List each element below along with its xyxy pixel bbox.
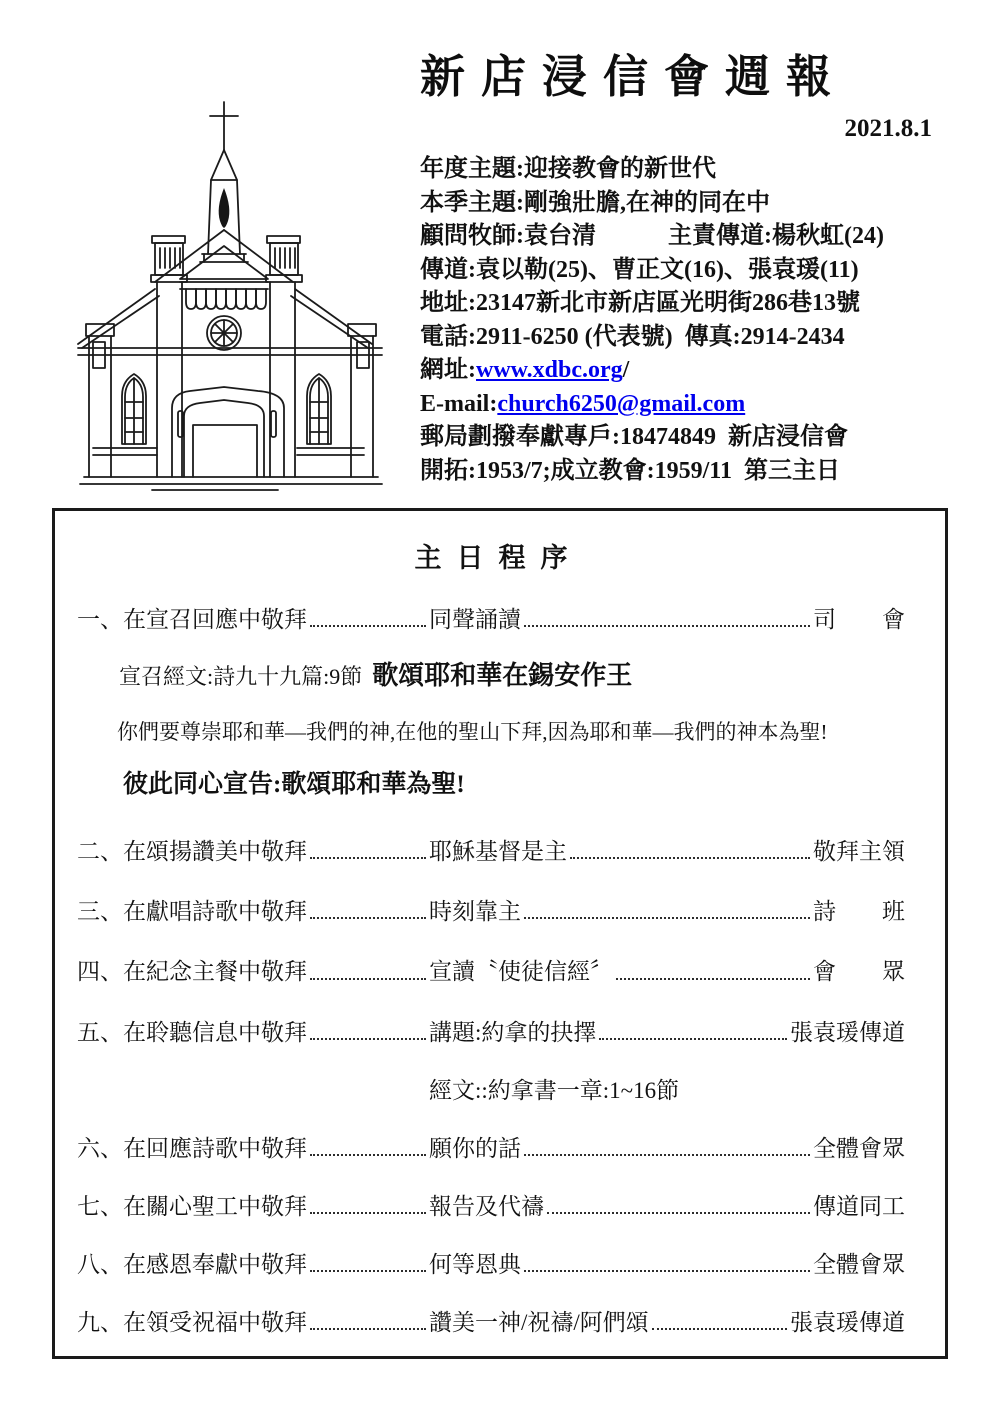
postal-account-line: 郵局劃撥奉獻專戶:18474849 新店浸信會 xyxy=(420,424,848,450)
ministers-line: 傳道:袁以勒(25)、曹正文(16)、張袁瑗(11) xyxy=(420,256,859,283)
base xyxy=(80,477,382,490)
program-row-item: 時刻靠主 xyxy=(429,899,521,925)
rose-window xyxy=(207,316,241,350)
address-line: 地址:23147新北市新店區光明街286巷13號 xyxy=(420,290,860,316)
season-theme: 本季主題:剛強壯膽,在神的同在中 xyxy=(420,189,770,216)
program-row-item: 同聲誦讀 xyxy=(429,607,521,633)
phone-line: 電話:2911-6250 (代表號) 傳真:2914-2434 xyxy=(420,323,845,350)
call-scripture xyxy=(119,662,905,691)
program-row-item: 願你的話 xyxy=(429,1135,521,1161)
call-scripture-title: 歌頌耶和華在錫安作王 xyxy=(372,661,633,691)
dotted-leader xyxy=(524,625,810,627)
website-suffix: / xyxy=(622,357,630,383)
dotted-leader xyxy=(310,917,426,919)
email-link[interactable]: church6250@gmail.com xyxy=(497,390,746,417)
dotted-leader xyxy=(524,1154,810,1156)
dotted-leader xyxy=(524,1270,810,1272)
dotted-leader xyxy=(616,978,810,980)
program-row-label: 四、在紀念主餐中敬拜 xyxy=(77,959,307,985)
program-row-label: 一、在宣召回應中敬拜 xyxy=(77,607,307,633)
proclamation: 彼此同心宣告:歌頌耶和華為聖! xyxy=(123,770,465,798)
program-row-5 xyxy=(77,1021,905,1045)
website-line xyxy=(420,354,968,388)
program-row-8 xyxy=(77,1253,905,1277)
program-row-item: 講題:約拿的抉擇 xyxy=(429,1019,597,1045)
program-row-1 xyxy=(77,608,905,632)
dotted-leader xyxy=(310,1270,426,1272)
program-row-label: 七、在關心聖工中敬拜 xyxy=(77,1194,307,1220)
program-row-label: 五、在聆聽信息中敬拜 xyxy=(77,1019,307,1045)
dotted-leader xyxy=(310,1038,426,1040)
program-row-leader: 詩 班 xyxy=(813,899,905,925)
cross-icon xyxy=(210,102,238,150)
program-row-label: 三、在獻唱詩歌中敬拜 xyxy=(77,899,307,925)
program-row-leader: 全體會眾 xyxy=(813,1135,905,1161)
right-gothic-window xyxy=(307,374,331,444)
right-pilaster xyxy=(348,324,376,477)
dotted-leader xyxy=(570,857,810,859)
program-row-2 xyxy=(77,840,905,864)
email-line xyxy=(420,388,968,422)
dotted-leader xyxy=(310,1328,426,1330)
program-row-leader: 張袁瑗傳道 xyxy=(790,1310,905,1336)
program-row-item: 讚美一神/祝禱/阿們頌 xyxy=(429,1310,649,1336)
program-row-leader: 張袁瑗傳道 xyxy=(790,1019,905,1045)
program-row-3 xyxy=(77,900,905,924)
dotted-leader xyxy=(310,1154,426,1156)
founded-line: 開拓:1953/7;成立教會:1959/11 第三主日 xyxy=(420,457,840,484)
left-gothic-window xyxy=(122,374,146,444)
dotted-leader xyxy=(524,917,810,919)
website-label: 網址: xyxy=(420,357,476,383)
program-row-4 xyxy=(77,960,905,984)
wall-bands xyxy=(93,448,364,455)
program-row-7 xyxy=(77,1195,905,1219)
dotted-leader xyxy=(599,1038,787,1040)
program-row-label: 二、在頌揚讚美中敬拜 xyxy=(77,839,307,865)
program-row-item: 報告及代禱 xyxy=(429,1194,544,1220)
website-link[interactable]: www.xdbc.org xyxy=(476,357,623,383)
sunday-program-box xyxy=(52,508,948,1359)
dotted-leader xyxy=(652,1328,787,1330)
program-row-label: 六、在回應詩歌中敬拜 xyxy=(77,1135,307,1161)
program-row-item: 宣讀〝使徒信經〞 xyxy=(429,959,613,985)
page-title: 新店浸信會週報 xyxy=(420,52,848,102)
entrance xyxy=(172,387,284,477)
program-row-label: 九、在領受祝福中敬拜 xyxy=(77,1310,307,1336)
dotted-leader xyxy=(547,1212,810,1214)
dotted-leader xyxy=(310,625,426,627)
program-row-9 xyxy=(77,1311,905,1335)
church-illustration xyxy=(62,96,400,492)
left-pilaster xyxy=(86,324,114,477)
program-row-leader: 傳道同工 xyxy=(813,1194,905,1220)
program-row-item: 何等恩典 xyxy=(429,1252,521,1278)
scripture-verse: 你們要尊崇耶和華—我們的神,在他的聖山下拜,因為耶和華—我們的神本為聖! xyxy=(117,719,828,744)
dotted-leader xyxy=(310,1212,426,1214)
frieze xyxy=(186,289,266,309)
church-info xyxy=(420,153,968,488)
email-label: E-mail: xyxy=(420,390,498,417)
program-row-6 xyxy=(77,1137,905,1161)
dotted-leader xyxy=(310,857,426,859)
program-row-leader: 司 會 xyxy=(813,607,905,633)
header xyxy=(420,50,968,488)
dotted-leader xyxy=(310,978,426,980)
program-row-leader: 全體會眾 xyxy=(813,1252,905,1278)
annual-theme: 年度主題:迎接教會的新世代 xyxy=(420,156,716,182)
program-row-label: 八、在感恩奉獻中敬拜 xyxy=(77,1252,307,1278)
issue-date: 2021.8.1 xyxy=(844,115,932,142)
pastors-line: 顧問牧師:袁台清 主責傳道:楊秋虹(24) xyxy=(420,223,884,249)
program-row-leader: 會 眾 xyxy=(813,959,905,985)
program-row-leader: 敬拜主領 xyxy=(813,839,905,865)
program-row-item: 耶穌基督是主 xyxy=(429,839,567,865)
program-heading: 主日程序 xyxy=(414,543,583,573)
sermon-scripture: 經文::約拿書一章:1~16節 xyxy=(429,1077,680,1103)
call-scripture-label: 宣召經文:詩九十九篇:9節 xyxy=(119,664,363,690)
